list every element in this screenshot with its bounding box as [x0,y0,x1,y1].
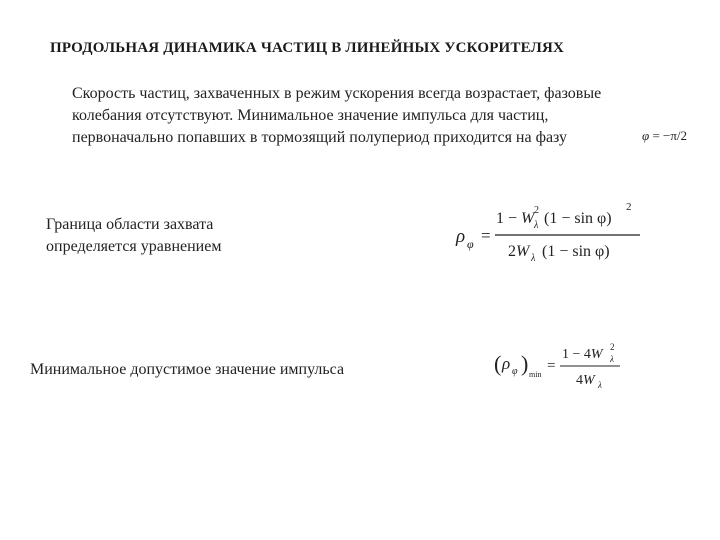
intro-line-2: колебания отсутствуют. Минимальное значение импульса для частиц, [72,107,549,124]
boundary-label-line-1: Граница области захвата [46,216,214,233]
numerator-paren-sup: 2 [626,201,632,213]
min-denominator-w-sub: λ [598,380,602,390]
intro-line-3: первоначально попавших в тормозящий полупериод приходится на фазу [72,129,568,146]
min-rho-subscript: φ [512,366,518,377]
svg-text:φ = −π/2 [642,128,687,143]
min-momentum-formula [492,340,632,396]
numerator-w-sup: 2 [534,205,539,216]
min-equals: = [547,358,556,374]
boundary-label-line-2: определяется уравнением [46,238,222,255]
rho-subscript: φ [467,237,474,251]
intro-paragraph [72,83,672,149]
min-open-paren: ( [494,351,502,376]
numerator-w-sub: λ [534,220,539,231]
boundary-denominator: 2W [508,243,530,260]
min-close-paren: ) [521,351,529,376]
min-numerator: 1 − 4W [562,347,603,362]
phase-phi: φ [642,128,650,143]
min-denominator: 4W [576,373,595,388]
min-momentum-label: Минимальное допустимое значение импульса [30,361,345,378]
boundary-numerator: 1 − W [496,210,535,227]
phase-value-formula [640,124,712,148]
slide-title: ПРОДОЛЬНАЯ ДИНАМИКА ЧАСТИЦ В ЛИНЕЙНЫХ УСКОРИТЕЛЯХ [50,40,565,56]
denominator-paren: (1 − sin φ) [542,243,610,260]
boundary-equals: = [481,226,491,245]
min-rho-symbol: ρ [502,354,511,373]
min-numerator-w-sup: 2 [610,342,615,352]
min-numerator-w-sub: λ [610,354,614,364]
phase-equation: = −π/2 [649,128,688,143]
rho-symbol: ρ [456,226,466,247]
boundary-label [46,214,221,258]
intro-line-1: Скорость частиц, захваченных в режим ускорения всегда возрастает, фазовые [72,85,602,102]
denominator-w-sub: λ [531,253,536,264]
capture-boundary-formula [450,196,646,274]
min-subscript-label: min [529,370,542,379]
numerator-paren: (1 − sin φ) [544,210,612,227]
